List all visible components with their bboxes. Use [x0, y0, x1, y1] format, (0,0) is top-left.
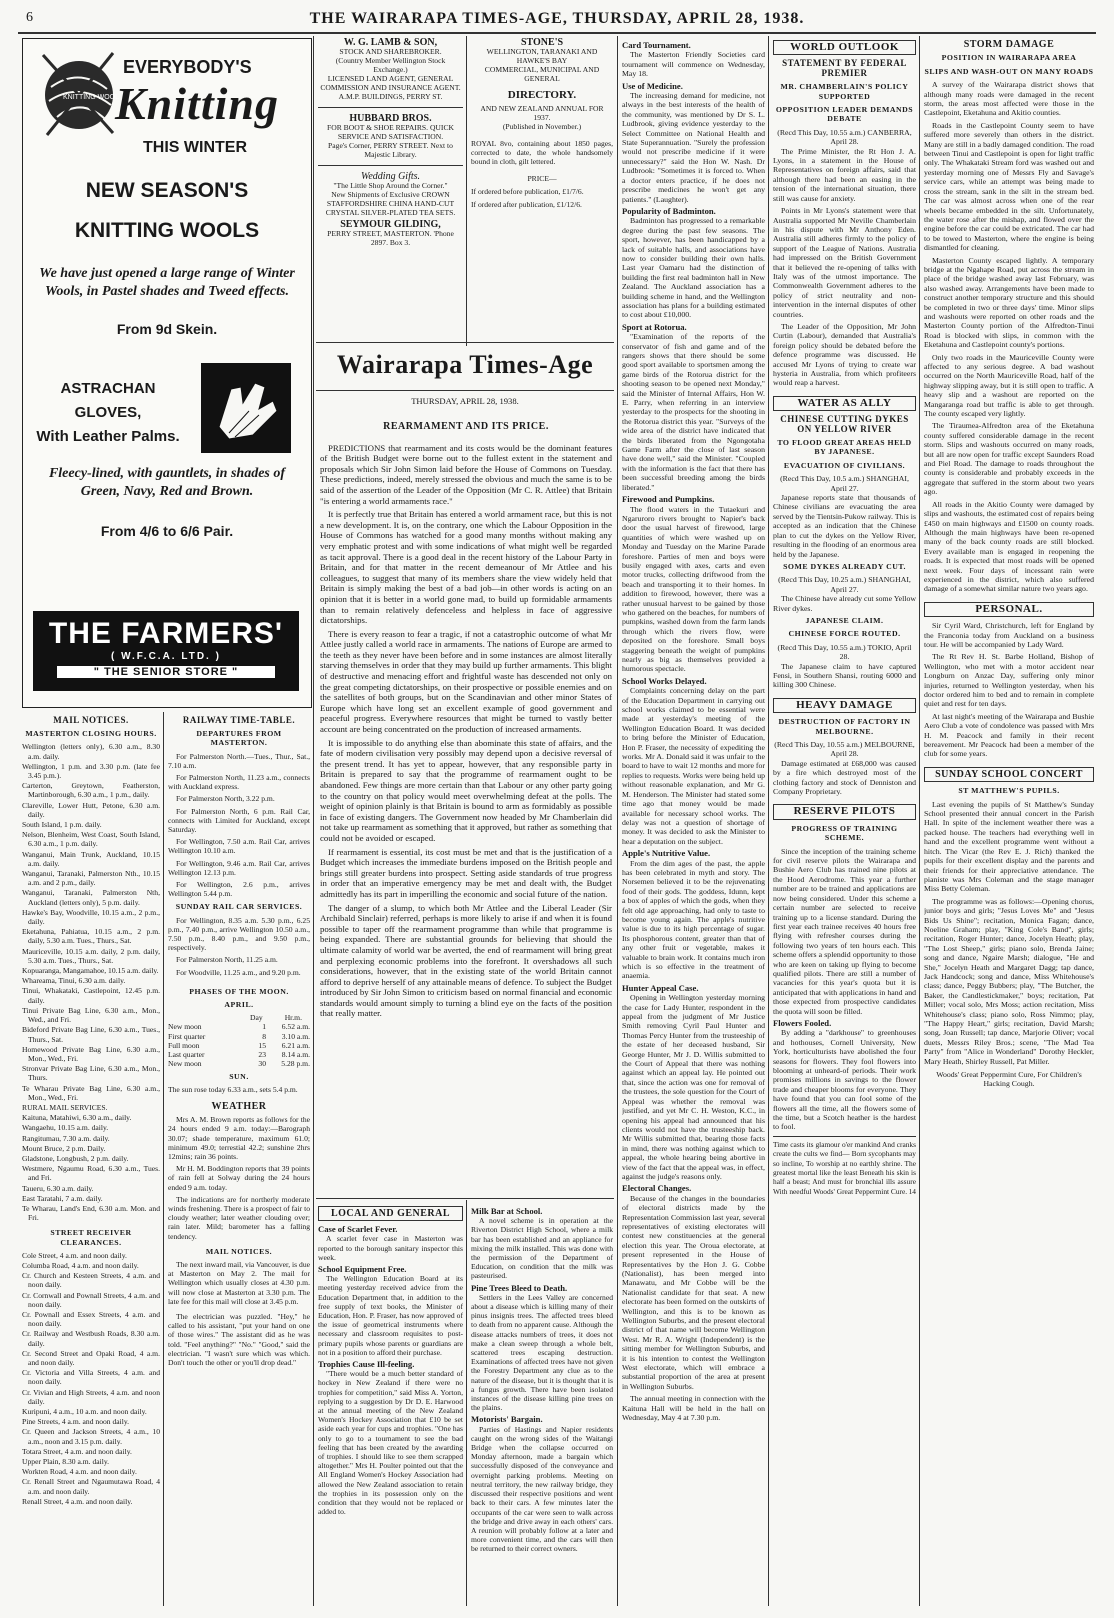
page-title: THE WAIRARAPA TIMES-AGE, THURSDAY, APRIL 28, 1938.	[309, 10, 805, 27]
clearance-item: Totara Street, 4 a.m. and noon daily.	[22, 1446, 132, 1456]
farmers-advertisement	[22, 38, 312, 708]
news-item-text: Opening in Wellington yesterday morning the case for Lady Hunter, respondent in the appeal from the judgment of Mr Justice Smith removing Cyril Paul Hunter and Thomas Percy Hunter from the trusteeship of the estate of her deceased husband, Sir George Hunter, Mr J. D. Willis submitted to the Court of Appeal that there was nothing against which an appeal lay. He pointed out that, since the action was one for removal of the trustees, the sole question for the Court of Appeal was whether the removal was justified, and yet Mr C. H. Weston, K.C., in opening his appeal had announced that his clients would not have the trusteeship back. Mr Willis submitted that, bearing those facts in mind, there was nothing against which to appeal, the whole hearing being abortive in view of the fact that the appeal was, in effect, against the judge's reasons only.	[622, 993, 765, 1181]
clearances-title: STREET RECEIVER CLEARANCES.	[50, 1228, 132, 1247]
news-item-text: "Examination of the reports of the conservator of fish and game and of the rangers shows that there should be some good sport available to sportsmen among the game birds of the Rotorua district for the shooting season to be opened next Monday," said the Minister of Internal Affairs, Hon W. E. Parry, when referring in an interview yesterday to the prospects for the shooting in the Rotorua district this year. "Surveys of the wide area of the district have indicated that the birds liberated from the Ngongotaha Game Farm after the close of last season have done well," said the Minister. "Coupled with the information is the fact that there has been successful breeding among the birds liberated."	[622, 332, 765, 492]
gloves-icon	[201, 363, 291, 453]
column-rule	[313, 36, 314, 1606]
railway-item: For Wellington, 9.46 a.m. Rail Car, arrives Wellington 12.13 p.m.	[168, 858, 310, 877]
storm-paragraph: A survey of the Wairarapa district shows that although many roads were damaged in the recent storm, the areas most affected were those in the Castlepoint, Eketahuna and Akitio counties.	[924, 80, 1094, 118]
reserve-pilots-title: RESERVE PILOTS	[773, 804, 916, 819]
mail-item: Bideford Private Bag Line, 6.30 a.m., Tues., Thurs., Sat.	[22, 1025, 160, 1044]
local-item-heading: Trophies Cause Ill-feeling.	[318, 1359, 415, 1370]
mail-item: Wanganui, Taranaki, Palmerston Nth, Auckland (letters only), 5 p.m. daily.	[22, 888, 160, 907]
local-item-text: "There would be a much better standard of hockey in New Zealand if there were no trophies for competition," said Miss A. Yorton, replying to a suggestion by Dr D. E. Harwood at the annual meeting of the New Zealand Women's Hockey Association that £10 be set aside each year for cups and trophies. "One has only to go to a tournament to see the bad feeling that has been created by the awarding of trophies. I should like to see them scrapped altogether." Mrs H. Poulter pointed out that the All England Women's Hockey Association had allowed the New Zealand association to retain the trophies in its possession only on the condition that they would not be replaced or added to.	[318, 1369, 463, 1517]
editorial-paragraph: There is every reason to fear a tragic, if not a catastrophic outcome of what Mr Attlee justly called a world race in armaments. The nations of Europe are armed to the teeth as they never have been before and in some instances are almost literally starving themselves in order that they may build up further armaments. This blight of destructive and menacing effort and frightful waste has descended not only on the great competing dictatorships, on their prospective or possible enemies and on the satellites of both groups, but on the Scandinavian and other minor States of Europe which have long set an excellent example of good government and peaceful progress. Everywhere resources that might be turned to vastly better account are being concentrated on the production of increased armaments.	[320, 628, 612, 735]
lamb-title: W. G. LAMB & SON,	[343, 38, 438, 48]
stones-line: WELLINGTON, TARANAKI AND HAWKE'S BAY	[486, 47, 598, 65]
lamb-line: STOCK AND SHAREBROKER.	[339, 47, 442, 56]
local-title: LOCAL AND GENERAL	[318, 1206, 463, 1221]
inward-mail-title: MAIL NOTICES.	[205, 1246, 273, 1256]
news-item-heading: Firewood and Pumpkins.	[622, 494, 715, 505]
news-item-heading: Hunter Appeal Case.	[622, 982, 699, 993]
column-rule	[617, 36, 618, 1606]
news-item-heading: Card Tournament.	[622, 40, 691, 50]
gilding-lines	[318, 181, 463, 217]
chamberlain-sub: MR. CHAMBERLAIN'S POLICY SUPPORTED	[780, 82, 909, 101]
clearance-item: Cr. Pownall and Essex Streets, 4 a.m. and noon daily.	[22, 1309, 160, 1329]
federal-premier-paragraph: Points in Mr Lyons's statement were that Australia supported Mr Neville Chamberlain in his dispute with Mr Anthony Eden. Australia still adheres firmly to the policy of support of the League of Nations. Australia had impressed on the British Government that it believed the re-opening of talks with Italy was of the utmost importance. The Commonwealth Government adheres to the policy of strict neutrality and non-intervention in the internal disputes of other countries.	[773, 206, 916, 319]
railway-column	[168, 714, 310, 1604]
gloves-title-3: With Leather Palms.	[36, 428, 180, 445]
world-outlook-title: WORLD OUTLOOK	[773, 40, 916, 55]
personal-paragraph: The Rt Rev H. St. Barbe Holland, Bishop of Wellington, who met with a motor accident near Longburn on Anzac Day, suffering only minor injuries, returned to Wellington yesterday, when his doctor ordered him to bed and to remain in complete quiet and rest for ten days.	[924, 652, 1094, 709]
railway-item: For Wellington, 7.50 a.m. Rail Car, arrives Wellington 10.10 a.m.	[168, 837, 310, 856]
mail-item: Tinui Private Bag Line, 6.30 a.m., Mon., Wed., and Fri.	[22, 1005, 160, 1025]
local-item-heading: Motorists' Bargain.	[471, 1414, 543, 1425]
stones-price-after: If ordered after publication, £1/12/6.	[471, 200, 582, 209]
stones-body: ROYAL 8vo, containing about 1850 pages, corrected to date, the whole handsomely bound in cloth, gilt lettered.	[471, 139, 613, 166]
federal-premier-head: STATEMENT BY FEDERAL PREMIER	[782, 58, 907, 78]
local-item-heading: School Equipment Free.	[318, 1264, 407, 1275]
peppermint-poem	[773, 1136, 916, 1196]
masthead-name: Wairarapa Times-Age	[336, 350, 594, 379]
storm-sub2: SLIPS AND WASH-OUT ON MANY ROADS	[924, 66, 1094, 76]
peppermint-footer: Woods' Great Peppermint Cure, For Children's Hacking Cough.	[936, 1070, 1082, 1089]
sunday-school-body	[924, 800, 1094, 1066]
clearance-item: Kuripuni, 4 a.m., 10 a.m. and noon daily.	[22, 1407, 147, 1417]
heavy-damage-body: Damage estimated at £68,000 was caused by a fire which destroyed most of the clothing factory and stock of Denniston and Company Proprietary.	[773, 758, 916, 797]
news-item-text: The flood waters in the Tutaekuri and Ngaruroro rivers brought to Napier's back door the usual harvest of firewood, large quantities of which were washed up on Monday and Tuesday on the Marine Parade foreshore. Parties of men and boys were busily engaged with axes, carts and even motor trucks, collecting driftwood from the beach and transporting it to their homes. In addition to firewood, however, there was a rather unusual harvest to be gained by those who gathered on the beaches, for numbers of pumpkins, washed down from the farm lands through which the rivers flow, were deposited on the foreshore. Small boys staggering beneath the weight of pumpkins nearly as big as themselves provided a humorous spectacle.	[622, 504, 765, 674]
column-rule	[466, 36, 467, 346]
clearance-item: Cr. Church and Kesteen Streets, 4 a.m. and noon daily.	[22, 1271, 160, 1290]
sunday-school-paragraph: Last evening the pupils of St Matthew's Sunday School presented their annual concert in the Parish Hall. In spite of the inclement weather there was a packed house. The teachers had everything well in hand and the excellent programme went without a hitch. The Vicar (the Rev E. J. Rich) thanked the pupils for their excellent display and the parents and their friends for their appreciative attendance. The pianiste was Mrs Coleman and the stage manager Miss Betty Coleman.	[924, 799, 1094, 894]
mail-item: Wellington (letters only), 6.30 a.m., 8.30 a.m. daily.	[22, 742, 160, 761]
gilding-line: New Shipments of Exclusive CROWN STAFFORDSHIRE CHINA HAND-CUT CRYSTAL SILVER-PLATED TEA SETS.	[325, 190, 456, 217]
japanese-claim-body: The Japanese claim to have captured Fensi, in Southern Shansi, routing 6000 and killing 300 Chinese.	[773, 661, 916, 690]
editorial-paragraph: PREDICTIONS that rearmament and its costs would be the dominant features of the British Budget were borne out to the fullest extent in the statement and proposals which Sir John Simon laid before the House of Commons on Tuesday. These predictions, indeed, merely stressed the obvious and much the same is to be said of the assertion of the Leader of the Opposition (Mr C. R. Attlee) that Britain "is entering a world armaments race."	[320, 442, 612, 506]
clearance-item: Cr. Victoria and Villa Streets, 4 a.m. and noon daily.	[22, 1368, 160, 1387]
local-item-text: Settlers in the Lees Valley are concerned about a disease which is killing many of their pinus insignis trees. The affected trees bleed to death from no apparent cause. Although the disease attacks numbers of trees, it does not make a clean sweep through a whole belt, scattered trees escaping destruction. Examinations of affected trees have not given the Forestry Department any clue as to the nature of the disease, but it is thought that it is a fungus growth. There have been isolated instances of the disease killing pine trees on the plains.	[471, 1292, 613, 1413]
moon-title: PHASES OF THE MOON.	[189, 986, 289, 996]
personal-body	[924, 621, 1094, 759]
moon-day: 23	[258, 1050, 266, 1060]
gilding-name: SEYMOUR GILDING,	[340, 219, 441, 230]
gloves-price: From 4/6 to 6/6 Pair.	[100, 523, 234, 539]
storm-paragraph: Masterton County escaped lightly. A temporary bridge at the Ngahape Road, put across the stream in place of the bridge washed away last February, was also washed away. Arrangements have been made to construct another temporary structure and this should be completed in two or three days' time. Minor slips and washouts were reported on other roads and the Masterton County portion of the Alfredton-Tinui Road is blocked with slips, in common with the Eketahuna and Castlepoint county's portions.	[924, 255, 1094, 350]
clearances-list	[22, 1251, 160, 1506]
personal-title: PERSONAL.	[924, 602, 1094, 617]
stones-line: (Published in November.)	[502, 122, 582, 131]
news-item-heading: Apple's Nutritive Value.	[622, 848, 711, 859]
chinese-dykes-head: CHINESE CUTTING DYKES ON YELLOW RIVER	[780, 414, 909, 434]
editorial-paragraph: If rearmament is essential, its cost must be met and that is the justification of a Budget which increases the immediate burdens imposed on the British people and brings still greater burdens into prospect. Setting aside standards of true progress in order that an imperative emergency may be met and dealt with, the Budget admittedly has its part in imperilling the economic and social future of the nation.	[320, 846, 612, 899]
evacuation-sub: EVACUATION OF CIVILIANS.	[783, 460, 906, 470]
mail-item: Eketahuna, Pahiatua, 10.15 a.m., 2 p.m. daily, 5.30 a.m. Tues., Thurs., Sat.	[22, 927, 160, 946]
railway-subtitle: DEPARTURES FROM MASTERTON.	[196, 729, 282, 748]
railway-item: For Palmerston North, 6 p.m. Rail Car, connects with Limited for Auckland, except Saturday.	[168, 806, 310, 835]
reserve-pilots-body: Since the inception of the training scheme for civil reserve pilots the Wairarapa and Bushie Aero Club has trained nine pilots at the Hood Aerodrome. This year a further number are to be trained and applications are now being considered. Under this scheme a certain number are selected to receive training up to a license standard. During the first year each trainee receives 40 hours free flying with refresher courses during the following two years of ten hours each. This scheme offers a splendid opportunity to those who are keen on taking up flying to become qualified pilots. There are still a number of vacancies for this year's quota but it is anticipated that with applications in hand and those expected from prospective candidates the quota will soon be filled.	[773, 846, 916, 1016]
col4-items	[622, 41, 765, 1423]
sunday-rail-title: SUNDAY RAIL CAR SERVICES.	[175, 902, 303, 912]
mail-item: RURAL MAIL SERVICES.	[22, 1102, 108, 1112]
masthead-date: THURSDAY, APRIL 28, 1938.	[411, 396, 519, 406]
sunday-rail-list	[168, 916, 310, 977]
factory-head: DESTRUCTION OF FACTORY IN MELBOURNE.	[778, 717, 911, 736]
local-item-heading: Case of Scarlet Fever.	[318, 1224, 398, 1235]
gloves-title	[33, 377, 183, 449]
mail-item: Te Wharau Private Bag Line, 6.30 a.m., Mon., Wed., Fri.	[22, 1083, 160, 1102]
editorial-title: REARMAMENT AND ITS PRICE.	[383, 421, 549, 432]
railway-list	[168, 752, 310, 899]
stones-title: STONE'S	[520, 38, 564, 48]
knitting-body: We have just opened a large range of Winter Wools, in Pastel shades and Tweed effects.	[39, 266, 295, 299]
personal-paragraph: Sir Cyril Ward, Christchurch, left for England by the Franconia today from Auckland on a business tour. He will be accompanied by Lady Ward.	[924, 621, 1094, 649]
moon-table	[168, 1022, 310, 1068]
masthead-rule	[316, 342, 614, 343]
gloves-body: Fleecy-lined, with gauntlets, in shades of Green, Navy, Red and Brown.	[48, 466, 286, 499]
moon-row	[168, 1022, 310, 1031]
local-item-text: The Wellington Education Board at its meeting yesterday received advice from the Education Department that, in addition to the free supply of text books, the Minister of Education, Hon. P. Fraser, has now approved of the issue of geometrical instruments where necessary and classroom requisites to post-primary pupils whose parents or guardians are not in a position to afford their purchase.	[318, 1274, 463, 1357]
inward-mail-text: The next inward mail, via Vancouver, is due at Masterton on May 2. The mail for Wellington which usually closes at 4.30 p.m. will now close at Masterton at 3.30 p.m. The late fee for this mail will close at 3.45 p.m.	[168, 1259, 310, 1306]
hubbard-title: HUBBARD BROS.	[349, 113, 432, 124]
moon-row	[168, 1059, 310, 1068]
stones-directory-ad	[471, 38, 613, 338]
gilding-addr: PERRY STREET, MASTERTON. 'Phone 2897. Box 3.	[327, 229, 454, 247]
moon-hr: 6.52 a.m.	[281, 1022, 310, 1032]
federal-premier-paragraph: The Leader of the Opposition, Mr John Curtin (Labour), demanded that Australia's foreign policy should be debated before the defence programme was discussed. He accused Mr Lyons of trying to create war hysteria in Australia, from which profiteers would reap a harvest.	[773, 321, 916, 388]
farmers-tag: " THE SENIOR STORE "	[57, 666, 275, 678]
storm-body	[924, 80, 1094, 594]
chinese-routed-sub: CHINESE FORCE ROUTED.	[788, 629, 901, 639]
sunday-rail-item: For Woodville, 11.25 a.m., and 9.20 p.m.	[176, 967, 301, 977]
local-general-continued	[471, 1204, 613, 1604]
clearance-item: Cr. Second Street and Opaki Road, 4 a.m. and noon daily.	[22, 1348, 160, 1367]
stones-price: PRICE—	[527, 174, 557, 183]
gloves-title-1: ASTRACHAN	[60, 380, 156, 397]
clearance-item: Cr. Queen and Jackson Streets, 4 a.m., 10 a.m., noon and 3.15 p.m. daily.	[22, 1427, 160, 1446]
opposition-sub: OPPOSITION LEADER DEMANDS DEBATE	[775, 105, 914, 124]
railway-item: For Palmerston North, 11.23 a.m., connects with Auckland express.	[168, 773, 310, 792]
editorial-paragraph: It is perfectly true that Britain has entered a world armament race, but this is not a new development. It is, on the contrary, one which the Labour Opposition in the House of Commons has watched for a good many months without making any very emphatic protest and with some indications of what might well be regarded as tacit approval. There is a good deal in the recent history of the Labour Party in Britain, and for that matter in the recent demeanour of Mr Attlee and his colleagues, to suggest that many of its members share the view widely held that Britain is simply making the best of a bad job—in other words is acting on an opinion that it is better in a world gone mad, to build up formidable armaments than to remain relatively defenceless and helpless in face of aggressive dictatorships.	[320, 509, 612, 626]
flowers-head: Flowers Fooled.	[773, 1017, 832, 1028]
moon-hr: 3.10 a.m.	[281, 1031, 310, 1041]
hubbard-line: Page's Corner, PERRY STREET. Next to Majestic Library.	[328, 141, 453, 159]
moon-month: APRIL.	[224, 1000, 254, 1010]
knitting-line3: THIS WINTER	[143, 139, 247, 156]
farmers-sub: ( W.F.C.A. LTD. )	[111, 651, 221, 662]
moon-phase: Full moon	[168, 1040, 200, 1050]
column-rule	[919, 36, 920, 1606]
mail-item: Wanganui, Main Trunk, Auckland, 10.15 a.m. daily.	[22, 849, 160, 868]
news-item-heading: School Works Delayed.	[622, 675, 707, 686]
sun-title: SUN.	[229, 1071, 249, 1081]
news-item-text: Because of the changes in the boundaries of electoral districts made by the Representation Commission last year, several representatives of existing electorates will contest new constituencies at the general election this year. The Oroua electorate, at present represented in the House of Representatives by the Hon J. G. Cobbe (Nationalist), has been merged into Manawatu, and Mr Cobbe will be the Nationalist candidate for that seat. A new electorate has been formed on the outskirts of Wellington, and this is to be known as Wellington Suburbs, and the present electoral district of that name will become Wellington West. Mr R. A. Wright (Independent) is the sitting member for Wellington Suburbs, and it is his intention to contest the Wellington West electorate, which will embrace a substantial proportion of the area at present in Wellington Suburbs.	[622, 1193, 765, 1391]
water-ally-title: WATER AS ALLY	[773, 396, 916, 411]
news-item-text: The annual meeting in connection with the Kaituna Hall will be held in the hall on Wednesday, May 4 at 7.30 p.m.	[622, 1394, 765, 1423]
mail-item: Tinui, Whakataki, Castlepoint, 12.45 p.m. daily.	[22, 986, 160, 1005]
lamb-line: (Country Member Wellington Stock Exchange.)	[335, 56, 446, 74]
local-item-heading: Pine Trees Bleed to Death.	[471, 1282, 568, 1293]
dykes-cut-head: SOME DYKES ALREADY CUT.	[783, 561, 906, 571]
moon-day: 8	[262, 1031, 266, 1041]
knitting-price: From 9d Skein.	[116, 321, 218, 337]
sunday-school-paragraph: The programme was as follows:—Opening chorus, junior boys and girls; "Jesus Loves Me" and "Jesus Bids Us Shine"; recitation, Monica Fagan; dance, Noeline Graham; play, "King Cole's Band", girls; recitation, Roger Hunter; dance, Jocelyn Heath; play, "The Lost Sheep," girls; piano solo, Brenda Jaine; song and dance, Ngaire Marsh; dialogue, "He and She," Jocelyn Heath and Margaret Dagg; tap dance, Jack Handcock; song and dance, Miss Whitehouse's class; dance, Peggy Bubbers; play, "The Butcher, the Baker, the Candlestickmaker," boys; recitation, Pat Miller; vocal solo, Mrs Moss; action recitation, Miss Whitehouse's class; piano solo, Ross Nimmo; play, "The Happy Heart," girls; recitation, David Marsh; song, Joan Russell; tap dance, Marjorie Oliver; vocal duets, Messrs Riley Bros.; scene, "The Mad Tea Party" from "Alice in Wonderland" Dorothy Heckler, Mary Heath, Shirley Russell, Pat Miller.	[924, 896, 1094, 1066]
news-item-heading: Use of Medicine.	[622, 80, 683, 91]
weather-title: WEATHER	[211, 1100, 267, 1112]
clearance-item: Cr. Renall Street and Ngaumutawa Road, 4 a.m. and noon daily.	[22, 1477, 160, 1496]
moon-phase: Last quarter	[168, 1050, 205, 1060]
shanghai-date: (Recd This Day, 10.5 a.m.) SHANGHAI, April 27.	[780, 474, 909, 493]
knitting-line1: EVERYBODY'S	[123, 57, 252, 77]
knitting-headline: NEW SEASON'S	[85, 179, 249, 202]
local-items	[318, 1225, 463, 1516]
local-item-text: A novel scheme is in operation at the Riverton District High School, where a milk bar has been established and an appliance for mixing the milk installed. This was done with the permission of the Department of Education, on condition that the milk was pasteurised.	[471, 1216, 613, 1281]
moon-phase: New moon	[168, 1059, 202, 1069]
mail-item: Wellington, 1 p.m. and 3.30 p.m. (late fee 3.45 p.m.).	[22, 761, 160, 781]
moon-row	[168, 1050, 310, 1059]
moon-col-day: Day	[250, 1013, 263, 1023]
mail-item: Kopuaranga, Mangamahoe, 10.15 a.m. daily.	[22, 966, 159, 976]
news-item-heading: Electoral Changes.	[622, 1183, 692, 1194]
clearance-item: Renall Street, 4 a.m. and noon daily.	[22, 1496, 133, 1506]
moon-day: 30	[258, 1059, 266, 1069]
mail-item: South Island, 1 p.m. daily.	[22, 820, 102, 830]
stones-lines	[471, 47, 613, 83]
storm-paragraph: All roads in the Akitio County were damaged by slips and washouts, the estimated cost of repairs being £450 on main highways and £1500 on county roads. Although the main highways have been re-opened many of the back county roads are still blocked. Every available man is engaged in reopening the roads. It is expected that most roads will be opened next week. Four days of incessant rain were experienced in the district, which also suffered damage of a somewhat similar nature two years ago.	[924, 499, 1094, 594]
lamb-lines	[318, 47, 463, 101]
mail-item: Kaituna, Matahiwi, 6.30 a.m., daily.	[22, 1113, 132, 1123]
section-rule	[316, 1198, 614, 1199]
column-rule	[466, 1200, 467, 1606]
mail-item: Wangaehu, 10.15 a.m. daily.	[22, 1123, 109, 1133]
lamb-line: A.M.P. BUILDINGS, PERRY ST.	[338, 92, 443, 101]
world-outlook-column	[773, 38, 916, 1604]
mail-item: Te Wharau, Land's End, 6.30 a.m. Mon. and Fri.	[22, 1203, 160, 1223]
railway-item: For Palmerston North, 3.22 p.m.	[176, 794, 275, 804]
storm-damage-column	[924, 38, 1094, 1604]
gilding-title: Wedding Gifts.	[360, 171, 421, 182]
storm-paragraph: The Tiraumea-Alfredton area of the Eketahuna county suffered considerable damage in the recent storm. Slips and washouts occurred on many roads, but all are now open for traffic except Saunders Road and Piel Road. The damage to roads throughout the county is considerable and probably exceeds in the aggregate that suffered in the storm about two years ago.	[924, 421, 1094, 497]
stones-price-before: If ordered before publication, £1/7/6.	[471, 187, 584, 196]
page-header	[20, 8, 1094, 30]
ad-rule	[318, 107, 463, 108]
japanese-claim-head: JAPANESE CLAIM.	[805, 615, 884, 625]
mail-item: Taueru, 6.30 a.m. daily.	[22, 1183, 94, 1193]
moon-col-hr: Hr.m.	[284, 1013, 302, 1023]
col3-items	[471, 1207, 613, 1554]
column-rule	[163, 712, 164, 1606]
storm-title: STORM DAMAGE	[963, 39, 1055, 50]
moon-header	[168, 1013, 310, 1022]
stones-lines2	[471, 104, 613, 131]
mail-subtitle: MASTERTON CLOSING HOURS.	[25, 729, 157, 739]
canberra-date: (Recd This Day, 10.55 a.m.) CANBERRA, April 28.	[777, 127, 912, 147]
news-column-4	[622, 38, 765, 1604]
gloves-title-2: GLOVES,	[74, 404, 142, 421]
poem-number: 14	[908, 1186, 916, 1196]
weather-paragraph: Mrs A. M. Brown reports as follows for the 24 hours ended 9 a.m. today:—Barograph 30.07; shade temperature, maximum 61.0; minimum 49.0; terrestial 42.2; sunshine 2hrs 12mins; rain 36 points.	[168, 1115, 310, 1161]
ball-label: KNITTING WOOL	[63, 94, 119, 101]
dykes-cut-body: The Chinese have already cut some Yellow River dykes.	[773, 594, 916, 613]
farmers-logo	[33, 611, 299, 691]
moon-row	[168, 1041, 310, 1050]
tokio-date: (Recd This Day, 10.55 a.m.) TOKIO, April 28.	[777, 642, 912, 662]
news-item-text: The Masterton Friendly Societies card tournament will commence on Wednesday, May 18.	[622, 50, 765, 79]
clearance-item: Upper Plain, 8.30 a.m. daily.	[22, 1457, 110, 1467]
mail-item: Hawke's Bay, Woodville, 10.15 a.m., 2 p.m., daily.	[22, 907, 160, 927]
page-number: 6	[26, 10, 34, 25]
editorial-paragraph: It is impossible to do anything else than abominate this state of affairs, and the fate of modern civilisation very possibly may depend upon a decisive reversal of the present trend. It has yet to appear, however, that any responsible party in Britain is prepared to say that the programme of rearmament ought to be abandoned. Few things are more certain than that Labour or any other party going to the country on that policy would meet overwhelming defeat at the polls. The weight of opinion plainly is that Britain is bound to arm as formidably as possible in face of existing dangers. The Government now headed by Mr Chamberlain did not take up rearmament as something that it approved, but rather as something that could not be avoided or escaped.	[320, 737, 612, 843]
knitting-headline2: KNITTING WOOLS	[74, 219, 260, 242]
mail-item: Clareville, Lower Hutt, Petone, 6.30 a.m. daily.	[22, 800, 160, 819]
hubbard-lines	[318, 123, 463, 159]
personal-paragraph: At last night's meeting of the Wairarapa and Bushie Aero Club a vote of condolence was passed with Mrs H. M. Peacock and family in their recent bereavement. Mr Peacock had been a member of the club for some years.	[924, 711, 1094, 759]
weather-text	[168, 1115, 310, 1241]
moon-phase: First quarter	[168, 1031, 206, 1041]
storm-sub: POSITION IN WAIRARAPA AREA	[941, 53, 1077, 63]
farmers-name: THE FARMERS'	[48, 617, 284, 650]
editorial-column	[320, 420, 612, 1196]
mail-item: Wanganui, Taranaki, Palmerston Nth., 10.15 a.m. and 2 p.m., daily.	[22, 869, 160, 888]
local-item-text: A scarlet fever case in Masterton was reported to the borough sanitary inspector this week.	[318, 1234, 463, 1262]
railway-title: RAILWAY TIME-TABLE.	[182, 715, 296, 725]
mail-item: Carterton, Greytown, Featherston, Martinborough, 6.30 a.m., 1 p.m., daily.	[22, 781, 160, 800]
clearance-item: Cr. Cornwall and Pownall Streets, 4 a.m. and noon daily.	[22, 1290, 160, 1309]
hubbard-line: FOR BOOT & SHOE REPAIRS. QUICK SERVICE AND SATISFACTION.	[326, 123, 454, 141]
mail-title: MAIL NOTICES.	[53, 715, 129, 725]
mail-item: Nelson, Blenheim, West Coast, South Island, 6.30 a.m., 1 p.m. daily.	[22, 830, 160, 849]
sunday-school-sub: ST MATTHEW'S PUPILS.	[958, 786, 1060, 796]
moon-hr: 5.28 p.m.	[281, 1059, 310, 1069]
mail-notices-column	[22, 714, 160, 1604]
column-rule	[768, 36, 769, 1606]
water-ally-body: Japanese reports state that thousands of Chinese civilians are evacuating the area served by the Tientsin-Pukow railway. This is accepted as an indication that the Chinese plan to cut the dykes on the Yellow River, resulting in the flooding of an enormous area held by the Japanese.	[773, 493, 916, 559]
melbourne-date: (Recd This Day, 10.55 a.m.) MELBOURNE, April 28.	[774, 740, 915, 759]
weather-paragraph: Mr H. M. Boddington reports that 39 points of rain fell at Solway during the 24 hours ended 9 a.m. today.	[168, 1164, 310, 1192]
railway-item: For Palmerston North.—Tues., Thur., Sat., 7.10 a.m.	[168, 751, 310, 770]
header-rule	[18, 32, 1096, 34]
stones-line: COMMERCIAL, MUNICIPAL AND GENERAL	[484, 65, 600, 83]
sunday-rail-item: For Palmerston North, 11.25 a.m.	[176, 955, 278, 965]
federal-premier-body	[773, 147, 916, 388]
moon-day: 1	[262, 1022, 266, 1032]
ad-rule	[318, 165, 463, 166]
mail-item: Homewood Private Bag Line, 6.30 a.m., Mon., Wed., Fri.	[22, 1044, 160, 1063]
clearance-item: Cole Street, 4 a.m. and noon daily.	[22, 1250, 127, 1260]
news-item-text: Complaints concerning delay on the part of the Education Department in carrying out school works claimed to be essential were made at yesterday's meeting of the Wellington Education Board. It was decided to bring before the Minister of Education, Hon P. Fraser, the necessity of expediting the works. Mr A. Donald said it was unfair to the board to have to wait 12 months and more for replies to requests. Works were being held up without reasonable explanation, and Mr G. M. Henderson. The Minister had stated some time ago that money would be made available for necessary school works. The delay was not a question of shortage of money. It was decided to ask the Minister to hear a deputation on the subject.	[622, 686, 765, 846]
clearance-item: Cr. Vivian and High Streets, 4 a.m. and noon daily.	[22, 1387, 160, 1406]
moon-hr: 6.21 a.m.	[281, 1040, 310, 1050]
mail-item: East Taratahi, 7 a.m. daily.	[22, 1193, 103, 1203]
weather-paragraph: The indications are for northerly moderate winds freshening. There is a prospect of fair to cloudy weather; later weather clouding over; rain later. Mild; barometer has a falling tendency.	[168, 1194, 310, 1241]
news-item-heading: Sport at Rotorua.	[622, 321, 687, 332]
news-item-text: The increasing demand for medicine, not always in the best interests of the health of the community, was mentioned by Dr S. L. Ludbrook, giving evidence yesterday to the Select Committee on National Health and State Superannuation. "Surely the profession would not prescribe medicine if it were unnecessary?" said the Hon W. Nash. Dr Ludbrook: "Sometimes it is forced to. When a doctor enters practice, if he does not prescribe medicines he won't get any patients." (Laughter).	[622, 91, 765, 204]
mail-item: Westmere, Ngaumu Road, 6.30 a.m., Tues. and Fri.	[22, 1164, 160, 1183]
news-item-heading: Popularity of Badminton.	[622, 205, 716, 216]
local-general-column	[318, 1204, 463, 1604]
top-left-ads	[318, 38, 463, 338]
masthead-rule	[316, 390, 614, 391]
moon-phase: New moon	[168, 1022, 202, 1032]
flowers-body: By adding a "darkhouse" to greenhouses and hothouses, Cornell University, New York, horticulturists have abolished the four seasons for flowers. They fool flowers into blooming at unheard-of periods. Their work promises millions in savings to the flower trade and cheaper blooms for everyone. They have found that you can fool some of the flowers all the time, all the flowers some of the time, but a Scotch heather is the hardest to fool.	[773, 1028, 916, 1132]
moon-hr: 8.14 a.m.	[281, 1050, 310, 1060]
editorial-body	[320, 443, 612, 1019]
lamb-line: LICENSED LAND AGENT, GENERAL COMMISSION AND INSURANCE AGENT.	[320, 74, 461, 92]
mail-item: Rangitumau, 7.30 a.m. daily.	[22, 1133, 110, 1143]
knitting-script: Knitting	[115, 78, 279, 129]
local-item-heading: Milk Bar at School.	[471, 1206, 543, 1216]
storm-paragraph: Roads in the Castlepoint County seem to have suffered more severely than others in the district. Many are still in a badly damaged condition. The road between Tinui and Castlepoint is open for light traffic only. The Whakataki Stream ford was washed out and yesterday morning one of Messrs Fly and Savage's service cars, while an attempt was being made to cross the stream, sank in the silt in the stream bed. The car was almost across when one of the rear wheels became embedded in the silt. Unfortunately, the water rose after the mishap, and flowed over the engine before the car could be extricated. The car had to be towed to Masterton, where the engine is being dismantled for cleaning.	[924, 120, 1094, 253]
moon-row	[168, 1032, 310, 1041]
clearance-item: Workten Road, 4 a.m. and noon daily.	[22, 1467, 137, 1477]
clearance-item: Pine Streets, 4 a.m. and noon daily.	[22, 1417, 130, 1427]
news-item-text: From the dim ages of the past, the apple has been celebrated in myth and story. The Norsemen believed it to be the rejuvenating food of their gods. The goddess, Idunn, kept a box of apples of which the gods, when they felt old age approaching, had only to taste to become young again. The apple's nutritive value is due to its high percentage of sugar. Its phosphorous content, greater than that of any other fruit or vegetable, makes it valuable to brain work. It contains much iron which is so effective in the treatment of anaemia.	[622, 858, 765, 981]
gilding-line: "The Little Shop Around the Corner."	[333, 181, 448, 190]
mail-item: Mauriceville, 10.15 a.m. daily, 2 p.m. daily, 5.30 a.m. Tues., Thurs., Sat.	[22, 946, 160, 965]
stones-directory: DIRECTORY.	[507, 89, 577, 101]
electrician-joke: The electrician was puzzled. "Hey," he called to his assistant, "put your hand on one of those wires." The assistant did as he was told. "Feel anything?" "No." "Good," said the electrician. "I wasn't sure which was which. Don't touch the other or you'll drop dead."	[168, 1311, 310, 1367]
clearance-item: Cr. Railway and Westbush Roads, 8.30 a.m. daily.	[22, 1329, 160, 1348]
storm-paragraph: Only two roads in the Mauriceville County were affected to any serious degree. A bad washout occurred on the North Mauriceville Road, half of the highway slipping away, but it is still open to traffic. A heavy slip and a washout are reported on the Mangaranga road but traffic is able to get through. The county escaped very lightly.	[924, 352, 1094, 419]
sunday-rail-item: For Wellington, 8.35 a.m. 5.30 p.m., 6.25 p.m., 7.40 p.m., arrive Wellington 10.50 a.m., 7.50 p.m., 8.40 p.m., and 9.50 p.m., respectively.	[168, 915, 310, 953]
moon-day: 15	[258, 1040, 266, 1050]
stones-line: AND NEW ZEALAND ANNUAL FOR 1937.	[480, 104, 604, 122]
flood-areas-sub: TO FLOOD GREAT AREAS HELD BY JAPANESE.	[777, 438, 912, 457]
poem-text: Time casts its glamour o'er mankind And cranks create the cults we find— Born sycophants may so incline, To worship at no earthly shrine. The greatest mortal like the least Beneath his skin is half a beast; And must for bronchial ills assure With needful Woods' Great Peppermint Cure.	[773, 1139, 916, 1196]
mail-item: Stronvar Private Bag Line, 6.30 a.m., Mon., Thurs.	[22, 1064, 160, 1083]
railway-item: For Wellington, 2.6 p.m., arrives Wellington 5.44 p.m.	[168, 880, 310, 899]
mail-item: Mount Bruce, 2 p.m. Daily.	[22, 1143, 106, 1153]
shanghai-date-2: (Recd This Day, 10.25 a.m.) SHANGHAI, April 27.	[778, 575, 911, 594]
news-item-text: Badminton has progressed to a remarkable degree during the past few seasons. The sport, however, has been handicapped by a lack of suitable halls, and associations have now to consider building their own halls. Last year Oamaru had the distinction of building the first real badminton hall in New Zealand. The Auckland association has a building scheme in hand, and the Wellington association has plans for a building estimated to cost about £10,000.	[622, 216, 765, 320]
heavy-damage-title: HEAVY DAMAGE	[773, 698, 916, 713]
editorial-paragraph: The danger of a slump, to which both Mr Attlee and the Liberal Leader (Sir Archibald Sinclair) referred, perhaps is more likely to arise if and when it is found possible to taper off the rearmament programme than while that programme is being expanded. There are substantial grounds for believing that should the ultimate calamity of world war be averted, the end of rearmament will bring great and perplexing economic problems into the forefront. It overshadows all such considerations, however, that in the existing state of the world Britain cannot afford to deprive herself of any attainable means of defence. To subject the Budget introduced by Sir John Simon to criticism based on normal financial and economic standards would amount simply to turning a blind eye on the facts of the position that really matter.	[320, 902, 612, 1019]
training-head: PROGRESS OF TRAINING SCHEME.	[791, 823, 898, 843]
federal-premier-paragraph: The Prime Minister, the Rt Hon J. A. Lyons, in a statement in the House of Representatives on foreign affairs, said that although there had been an easing in the tension of the international situation, there still was cause for anxiety.	[773, 146, 916, 203]
sunday-school-title: SUNDAY SCHOOL CONCERT	[924, 767, 1094, 782]
mail-list	[22, 742, 160, 1222]
clearance-item: Columba Road, 4 a.m. and noon daily.	[22, 1260, 139, 1270]
mail-item: Whareama, Tinui, 6.30 a.m. daily.	[22, 976, 126, 986]
mail-item: Gladstone, Longbush, 2 p.m. daily.	[22, 1153, 129, 1163]
local-item-text: Parties of Hastings and Napier residents caught on the wrong sides of the Waitangi Bridge when the collapse occurred on Monday afternoon, made a bargain which successfully disposed of the conveyance and overnight parking problems. Meeting on neutral territory, the new railway bridge, they discussed their respective positions and went back to their cars. A few minutes later the occupants of the car were seen to walk across the bridge and drive away in each others' cars. A reunion will probably follow at a later and more convenient time, and the cars will then be returned to their correct owners.	[471, 1424, 613, 1554]
sun-text: The sun rose today 6.33 a.m., sets 5.4 p.m.	[168, 1084, 298, 1094]
